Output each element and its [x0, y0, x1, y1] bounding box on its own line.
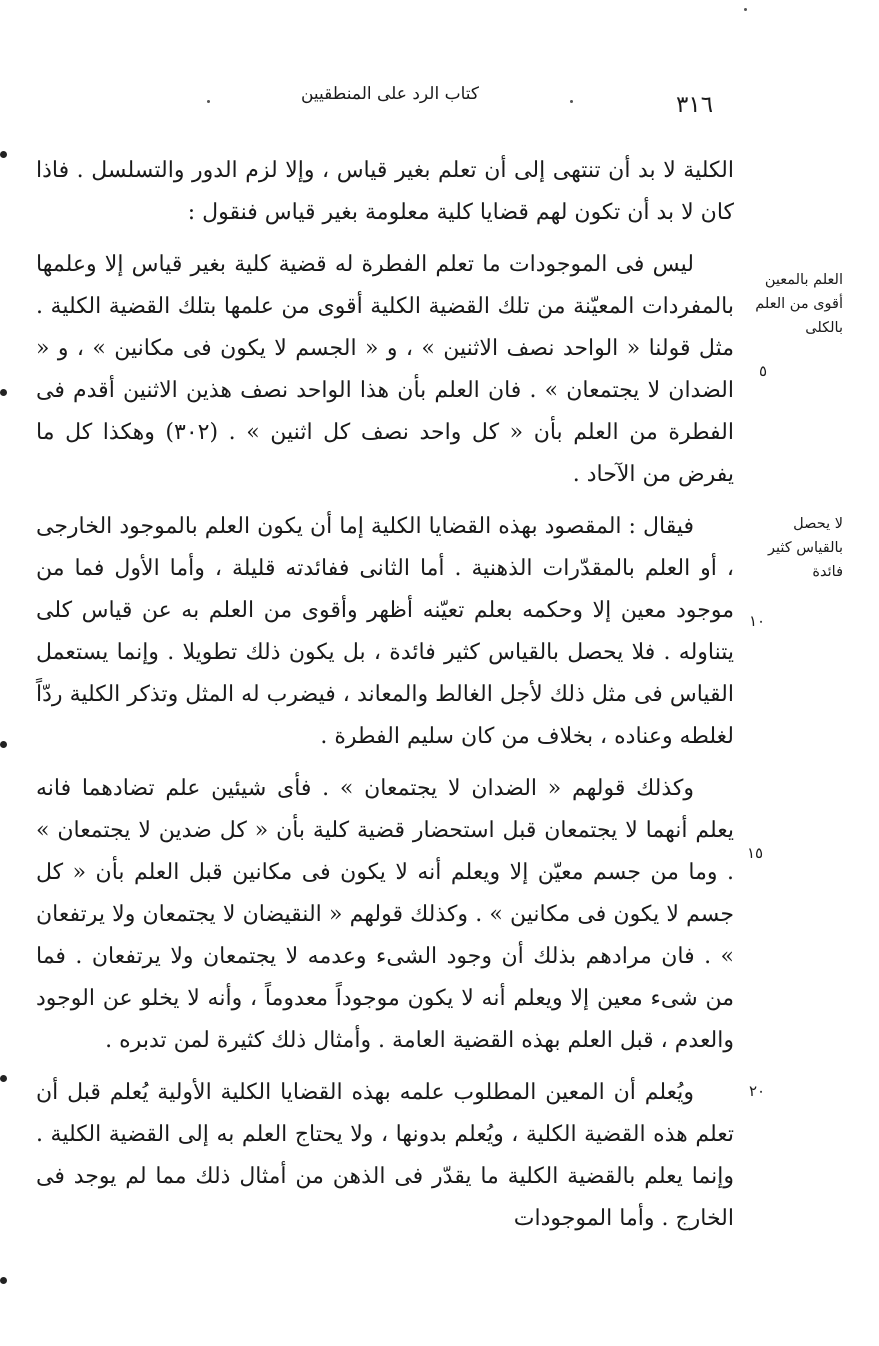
paragraph-5: ويُعلم أن المعين المطلوب علمه بهذه القضايا الكلية الأولية يُعلم قبل أن تعلم هذه القضية الكلية ، ويُعلم بدونها ، ولا يحتاج العلم به إلى القضية الكلية . وإنما يعلم بالقضية الكلية ما يقدّر فى الذهن من أمثال ذلك مما لم يوجد فى الخارج . وأما الموجودات [36, 1080, 734, 1231]
scan-mark [0, 1075, 7, 1082]
scan-mark [0, 741, 7, 748]
body-text [36, 150, 734, 1250]
scan-mark [0, 389, 7, 396]
line-number-10: ١٠ [748, 612, 766, 630]
paragraph-1: الكلية لا بد أن تنتهى إلى أن تعلم بغير قياس ، وإلا لزم الدور والتسلسل . فاذا كان لا بد أن تكون لهم قضايا كلية معلومة بغير قياس فنقول : [36, 158, 734, 225]
line-number-5: ٥ [758, 362, 768, 380]
paragraph-4: وكذلك قولهم « الضدان لا يجتمعان » . فأى شيئين علم تضادهما فانه يعلم أنهما لا يجتمعان قبل استحضار قضية كلية بأن « كل ضدين لا يجتمعان » . وما من جسم معيّن إلا ويعلم أنه لا يكون فى مكانين قبل العلم بأن « كل جسم لا يكون فى مكانين » . وكذلك قولهم « النقيضان لا يجتمعان ولا يرتفعان » . فان مرادهم بذلك أن وجود الشىء وعدمه لا يجتمعان ولا يرتفعان . فما من شىء معين إلا ويعلم أنه لا يكون موجوداً معدوماً ، وأنه لا يخلو عن الوجود والعدم ، قبل العلم بهذه القضية العامة . وأمثال ذلك كثيرة لمن تدبره . [36, 776, 734, 1053]
scan-mark [0, 1277, 7, 1284]
line-number-20: ٢٠ [748, 1082, 766, 1100]
line-number-15: ١٥ [746, 844, 764, 862]
paragraph-3: فيقال : المقصود بهذه القضايا الكلية إما أن يكون العلم بالموجود الخارجى ، أو العلم بالمقدّرات الذهنية . أما الثانى ففائدته قليلة ، وأما الأول فما من موجود معين إلا وحكمه بعلم تعيّنه أظهر وأقوى من العلم به عن قياس كلى يتناوله . فلا يحصل بالقياس كثير فائدة ، بل يكون ذلك تطويلا . وإنما يستعمل القياس فى مثل ذلك لأجل الغالط والمعاند ، فيضرب له المثل وتذكر الكلية ردّاً لغلطه وعناده ، بخلاف من كان سليم الفطرة . [36, 514, 734, 749]
scan-speck [207, 100, 210, 103]
page-number: ٣١٦ [676, 92, 714, 118]
scan-mark [0, 151, 7, 158]
running-title: كتاب الرد على المنطقيين [300, 84, 480, 104]
scan-speck [744, 8, 747, 11]
margin-note-1: العلم بالمعين أقوى من العلم بالكلى [755, 272, 843, 336]
scan-speck [570, 100, 573, 103]
margin-note-2: لا يحصل بالقياس كثير فائدة [768, 516, 843, 580]
paragraph-2: ليس فى الموجودات ما تعلم الفطرة له قضية كلية بغير قياس إلا وعلمها بالمفردات المعيّنة من تلك القضية الكلية أقوى من علمها بتلك القضية الكلية . مثل قولنا « الواحد نصف الاثنين » ، و « الجسم لا يكون فى مكانين » ، و « الضدان لا يجتمعان » . فان العلم بأن هذا الواحد نصف هذين الاثنين أقدم فى الفطرة من العلم بأن « كل واحد نصف كل اثنين » . (٣٠٢) وهكذا كل ما يفرض من الآحاد . [36, 252, 734, 487]
